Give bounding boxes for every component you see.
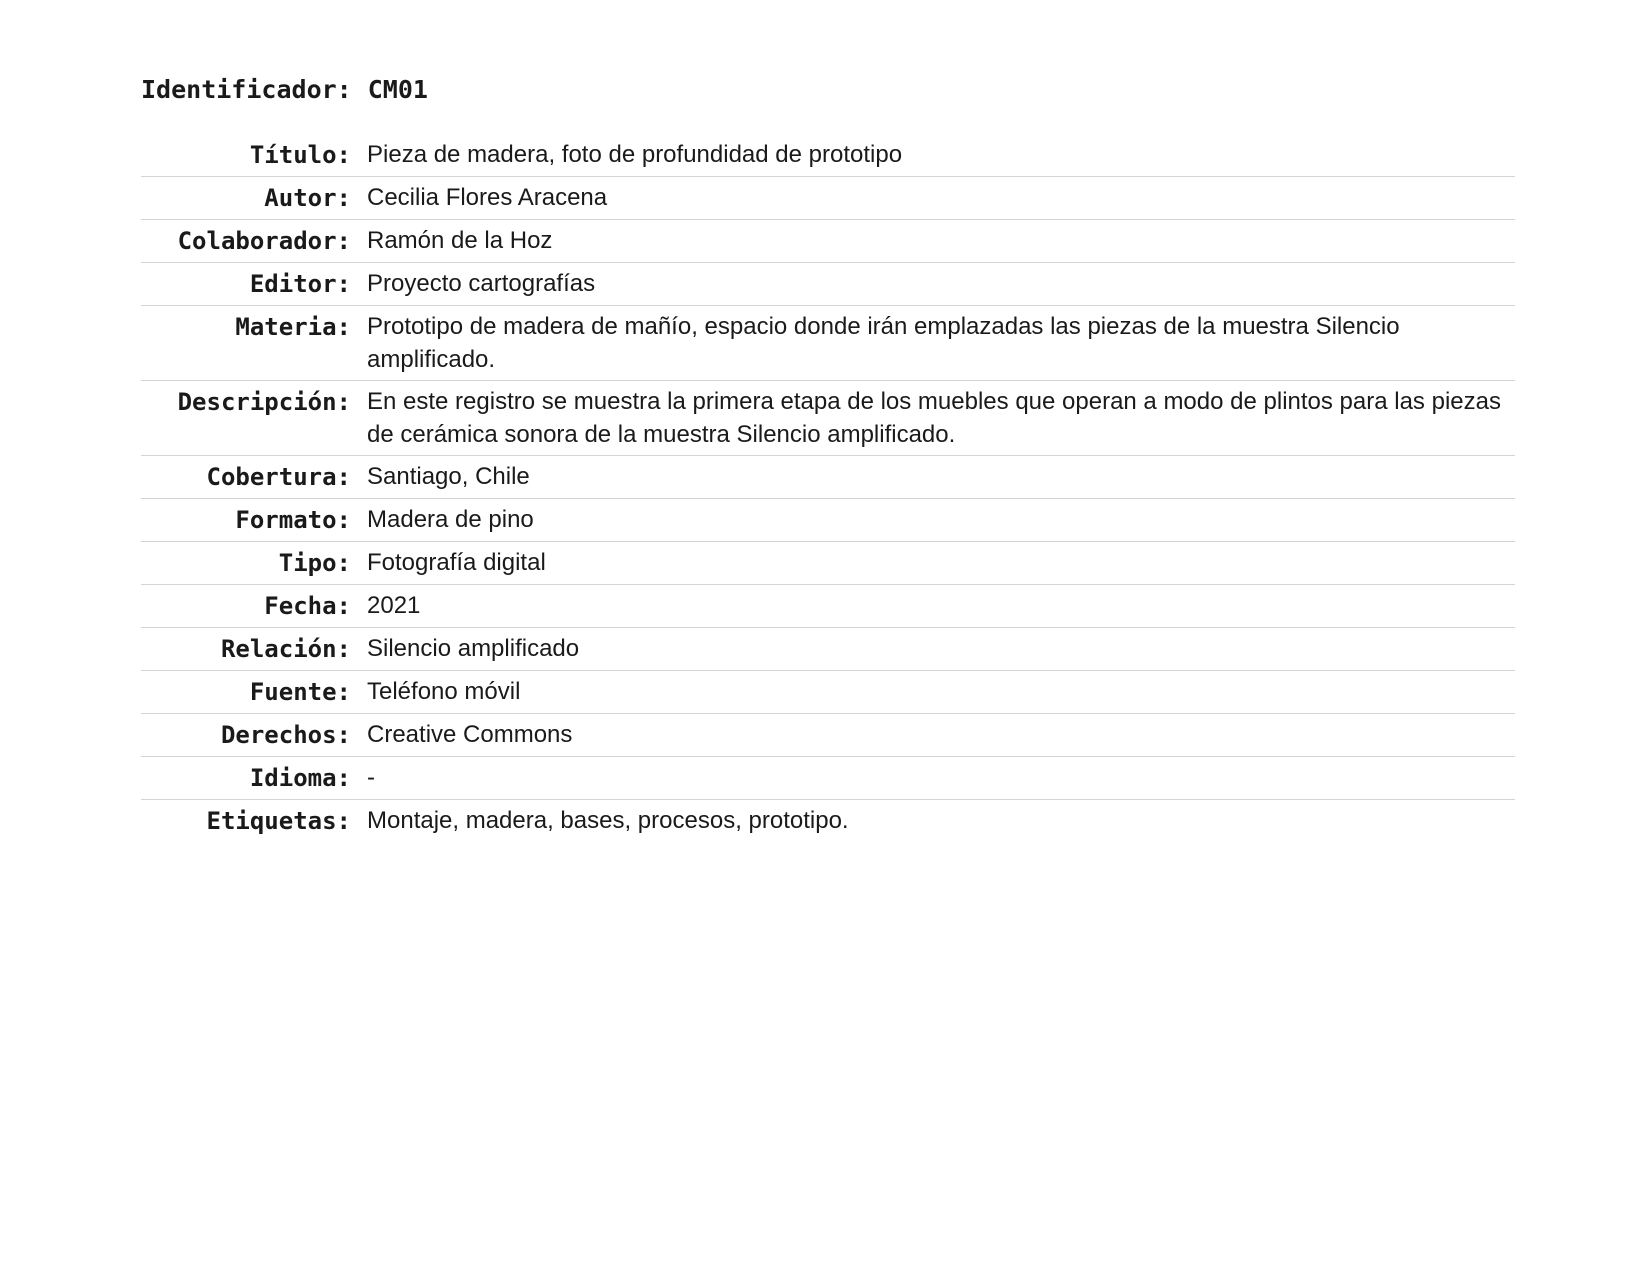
identifier-line [141, 70, 1515, 110]
field-value: - [367, 764, 375, 791]
field-value: Teléfono móvil [367, 678, 521, 705]
field-label: Derechos: [220, 721, 351, 749]
field-label: Formato: [235, 506, 351, 534]
field-label: Materia: [235, 313, 351, 341]
field-value: Creative Commons [367, 721, 573, 748]
field-value: Pieza de madera, foto de profundidad de prototipo [367, 141, 903, 168]
metadata-record [141, 70, 1515, 842]
field-label: Idioma: [249, 764, 351, 792]
field-value: Silencio amplificado [367, 635, 580, 662]
identifier-value: CM01 [367, 75, 428, 104]
field-row-editor [141, 263, 1515, 306]
field-value: Ramón de la Hoz [367, 227, 553, 254]
field-value: Prototipo de madera de mañío, espacio donde irán emplazadas las piezas de la muestra Silencio amplificado. [367, 313, 1400, 373]
field-value: Proyecto cartografías [367, 270, 596, 297]
field-row-fecha [141, 585, 1515, 628]
field-row-tipo [141, 542, 1515, 585]
metadata-fields [141, 134, 1515, 842]
field-label: Colaborador: [177, 227, 351, 255]
field-row-derechos [141, 714, 1515, 757]
field-label: Fuente: [249, 678, 351, 706]
field-row-relacion [141, 628, 1515, 671]
field-row-fuente [141, 671, 1515, 714]
field-row-autor [141, 177, 1515, 220]
field-label: Autor: [264, 184, 351, 212]
field-label: Descripción: [177, 388, 351, 416]
field-value: Santiago, Chile [367, 463, 530, 490]
field-value: En este registro se muestra la primera etapa de los muebles que operan a modo de plintos para las piezas de cerámica sonora de la muestra Silencio amplificado. [367, 388, 1501, 448]
field-row-materia [141, 306, 1515, 381]
field-label: Etiquetas: [206, 807, 351, 835]
identifier-label: Identificador: [141, 75, 352, 104]
field-label: Relación: [220, 635, 351, 663]
field-row-colaborador [141, 220, 1515, 263]
field-value: Cecilia Flores Aracena [367, 184, 608, 211]
field-value: Montaje, madera, bases, procesos, prototipo. [367, 807, 849, 834]
field-label: Título: [249, 141, 351, 169]
field-label: Cobertura: [206, 463, 351, 491]
field-row-idioma [141, 757, 1515, 800]
field-value: Fotografía digital [367, 549, 546, 576]
field-row-titulo [141, 134, 1515, 177]
field-label: Tipo: [278, 549, 351, 577]
field-row-formato [141, 499, 1515, 542]
field-label: Editor: [249, 270, 351, 298]
field-label: Fecha: [264, 592, 351, 620]
field-row-etiquetas [141, 800, 1515, 842]
field-row-descripcion [141, 381, 1515, 456]
field-value: 2021 [367, 592, 421, 619]
field-row-cobertura [141, 456, 1515, 499]
field-value: Madera de pino [367, 506, 534, 533]
